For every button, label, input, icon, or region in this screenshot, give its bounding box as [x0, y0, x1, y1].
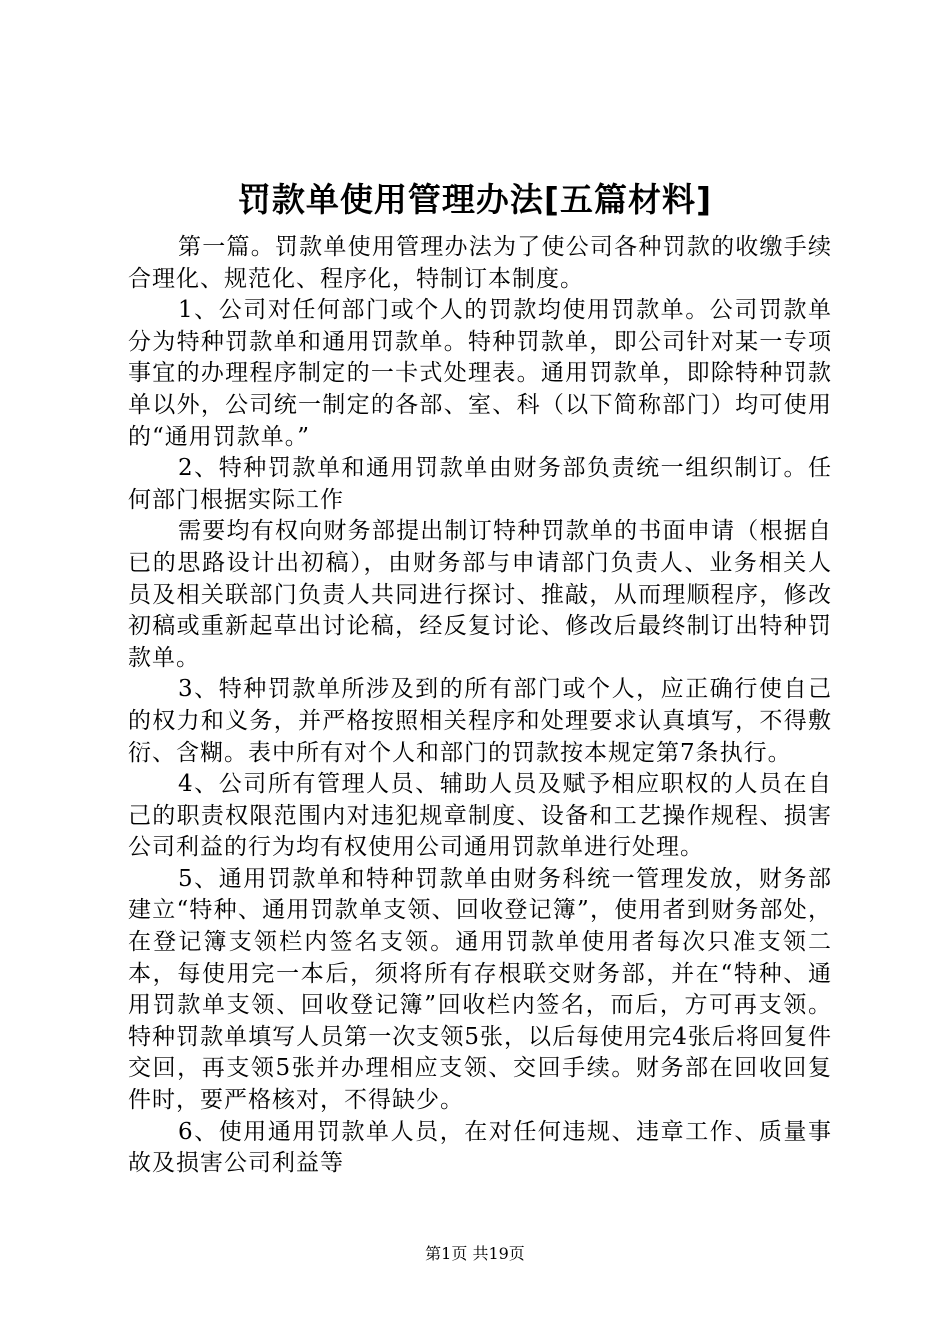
document-title: 罚款单使用管理办法[五篇材料]: [237, 180, 713, 219]
paragraph-item-4: 4、公司所有管理人员、辅助人员及赋予相应职权的人员在自己的职责权限范围内对违犯规章制度、设备和工艺操作规程、损害公司利益的行为均有权使用公司通用罚款单进行处理。: [128, 771, 832, 861]
paragraph-item-1: 1、公司对任何部门或个人的罚款均使用罚款单。公司罚款单分为特种罚款单和通用罚款单。特种罚款单，即公司针对某一专项事宜的办理程序制定的一卡式处理表。通用罚款单，即除特种罚款单以外，公司统一制定的各部、室、科（以下简称部门）均可使用的“通用罚款单。”: [128, 297, 832, 450]
paragraph-intro: 第一篇。罚款单使用管理办法为了使公司各种罚款的收缴手续合理化、规范化、程序化，特制订本制度。: [128, 234, 832, 292]
page-number-footer: 第1页 共19页: [425, 1244, 525, 1263]
paragraph-item-2: 2、特种罚款单和通用罚款单由财务部负责统一组织制订。任何部门根据实际工作: [128, 455, 832, 513]
paragraph-item-2-continued: 需要均有权向财务部提出制订特种罚款单的书面申请（根据自已的思路设计出初稿），由财务部与申请部门负责人、业务相关人员及相关联部门负责人共同进行探讨、推敲，从而理顺程序，修改初稿或重新起草出讨论稿，经反复讨论、修改后最终制订出特种罚款单。: [128, 518, 832, 671]
paragraph-item-6: 6、使用通用罚款单人员，在对任何违规、违章工作、质量事故及损害公司利益等: [128, 1118, 832, 1177]
document-body: [128, 232, 832, 1180]
paragraph-item-3: 3、特种罚款单所涉及到的所有部门或个人，应正确行使自己的权力和义务，并严格按照相关程序和处理要求认真填写，不得敷衍、含糊。表中所有对个人和部门的罚款按本规定第7条执行。: [128, 676, 832, 766]
paragraph-item-5: 5、通用罚款单和特种罚款单由财务科统一管理发放，财务部建立“特种、通用罚款单支领、回收登记簿”，使用者到财务部处，在登记簿支领栏内签名支领。通用罚款单使用者每次只准支领二本，每使用完一本后，须将所有存根联交财务部，并在“特种、通用罚款单支领、回收登记簿”回收栏内签名，而后，方可再支领。特种罚款单填写人员第一次支领5张，以后每使用完4张后将回复件交回，再支领5张并办理相应支领、交回手续。财务部在回收回复件时，要严格核对，不得缺少。: [128, 865, 832, 1114]
